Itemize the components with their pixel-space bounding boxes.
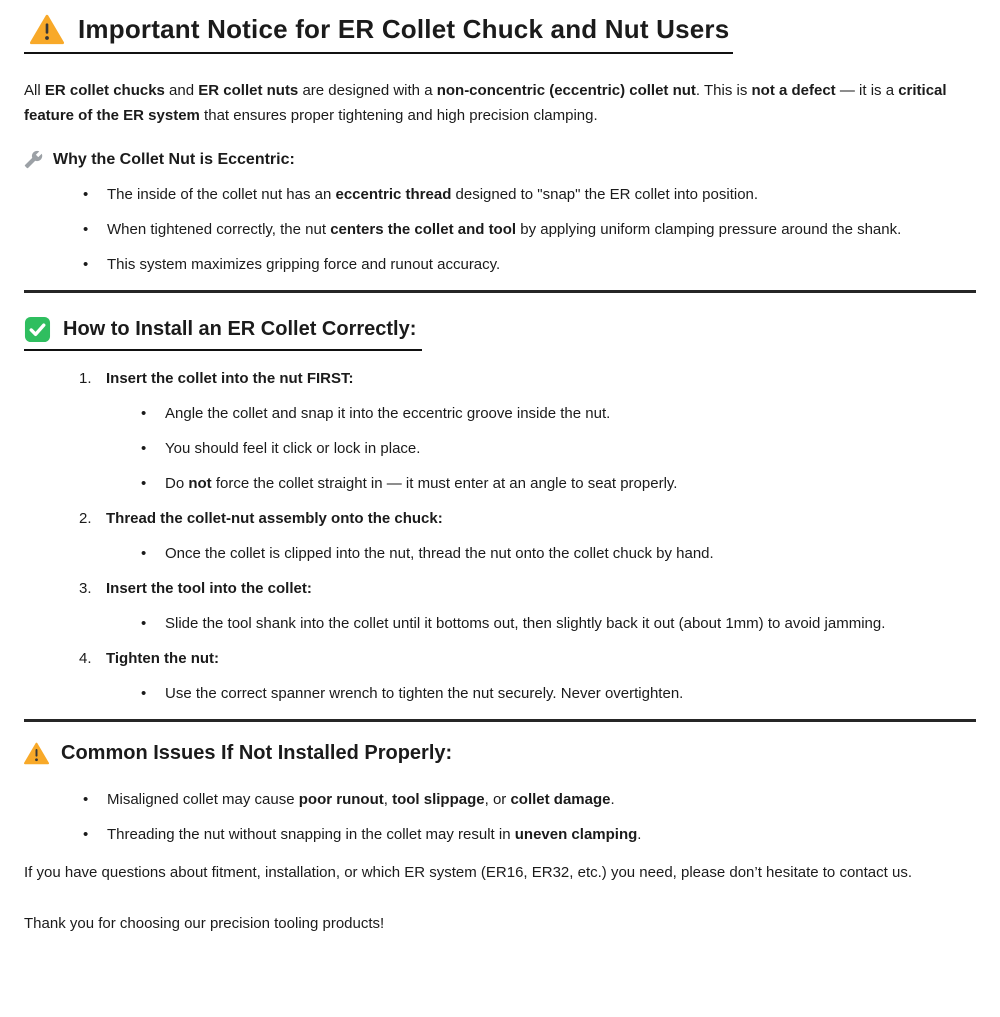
- why-bullet-list: [24, 185, 976, 275]
- step-1-bullet-3: • Do not force the collet straight in — it must enter at an angle to seat properly.: [139, 474, 976, 494]
- issues-bullet-list: [24, 790, 976, 845]
- section-heading-why-text: Why the Collet Nut is Eccentric:: [53, 150, 295, 168]
- section-divider-1: [24, 290, 976, 293]
- install-step-4: [79, 649, 976, 669]
- why-bullet-3: • This system maximizes gripping force and runout accuracy.: [81, 255, 976, 275]
- why-bullet-2: • When tightened correctly, the nut centers the collet and tool by applying uniform clamping pressure around the shank.: [81, 220, 976, 240]
- install-step-4-bullets: [79, 684, 976, 704]
- intro-paragraph: All ER collet chucks and ER collet nuts are designed with a non-concentric (eccentric) collet nut. This is not a defect — it is a critical feature of the ER system that ensures proper tightening and high precision clamping.: [24, 82, 947, 124]
- step-number: 2.: [79, 510, 92, 527]
- section-heading-issues-text: Common Issues If Not Installed Properly:: [61, 742, 453, 764]
- step-2-bullet-1: • Once the collet is clipped into the nut, thread the nut onto the collet chuck by hand.: [139, 544, 976, 564]
- section-heading-install: [24, 315, 422, 351]
- check-mark-icon: [24, 316, 51, 343]
- install-step-3: [79, 579, 976, 599]
- step-1-bullet-1: • Angle the collet and snap it into the eccentric groove inside the nut.: [139, 404, 976, 424]
- install-step-1-bullets: [79, 404, 976, 494]
- step-number: 1.: [79, 370, 92, 387]
- issues-bullet-1: • Misaligned collet may cause poor runout, tool slippage, or collet damage.: [81, 790, 976, 810]
- section-heading-install-text: How to Install an ER Collet Correctly:: [63, 318, 417, 340]
- step-3-bullet-1: • Slide the tool shank into the collet until it bottoms out, then slightly back it out (about 1mm) to avoid jamming.: [139, 614, 976, 634]
- install-step-1: [79, 369, 976, 389]
- page-title: [24, 12, 733, 54]
- step-title: Insert the collet into the nut FIRST:: [106, 370, 354, 387]
- step-title: Thread the collet-nut assembly onto the chuck:: [106, 510, 443, 527]
- step-1-bullet-2: • You should feel it click or lock in place.: [139, 439, 976, 459]
- step-number: 3.: [79, 580, 92, 597]
- section-heading-why: [24, 150, 976, 169]
- step-number: 4.: [79, 650, 92, 667]
- why-bullet-1: • The inside of the collet nut has an eccentric thread designed to "snap" the ER collet into position.: [81, 185, 976, 205]
- install-step-3-bullets: [79, 614, 976, 634]
- page-title-text: Important Notice for ER Collet Chuck and Nut Users: [78, 14, 730, 44]
- install-steps-list: [79, 369, 976, 704]
- thanks-paragraph: Thank you for choosing our precision tooling products!: [24, 915, 385, 932]
- step-title: Insert the tool into the collet:: [106, 580, 312, 597]
- install-step-2: [79, 509, 976, 529]
- section-divider-2: [24, 719, 976, 722]
- section-heading-issues: [24, 742, 452, 765]
- warning-triangle-icon: [24, 742, 49, 765]
- issues-bullet-2: • Threading the nut without snapping in the collet may result in uneven clamping.: [81, 825, 976, 845]
- contact-paragraph: If you have questions about fitment, installation, or which ER system (ER16, ER32, etc.) you need, please don’t hesitate to contact us.: [24, 864, 912, 881]
- wrench-icon: [24, 150, 43, 169]
- step-4-bullet-1: • Use the correct spanner wrench to tighten the nut securely. Never overtighten.: [139, 684, 976, 704]
- step-title: Tighten the nut:: [106, 650, 220, 667]
- warning-triangle-icon: [30, 14, 64, 45]
- install-step-2-bullets: [79, 544, 976, 564]
